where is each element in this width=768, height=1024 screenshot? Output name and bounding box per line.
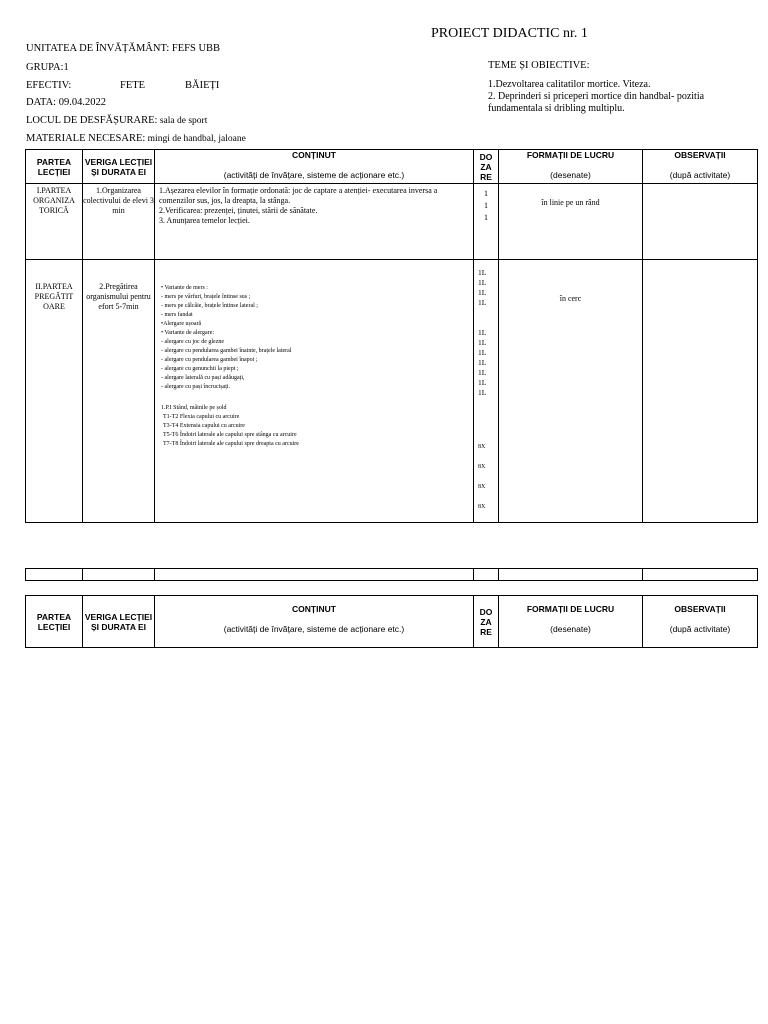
- row2-dozare-value: 1L: [478, 368, 487, 377]
- row2-continut-line: 1.P.I Stând, mâinile pe șold: [161, 405, 227, 411]
- row2-observatii: [643, 260, 758, 523]
- row2-continut-line: - mers fandat: [161, 312, 193, 318]
- empty-row-table: [25, 568, 758, 581]
- row2-continut-line: - alergare cu pași încrucișați.: [161, 384, 231, 390]
- row2-dozare-value: 8X: [478, 504, 486, 510]
- objective-2: 2. Deprinderi si priceperi mortice din handbal- pozitia fundamentala si dribling multiplu.: [488, 91, 705, 114]
- row1-dozare-value: 1: [484, 201, 488, 210]
- row2-continut-line: T3-T4 Extensia capului cu arcuire: [163, 423, 245, 429]
- row2-dozare-value: 8X: [478, 464, 486, 470]
- col-observatii-header: [643, 596, 758, 648]
- grupa-label: GRUPA:1: [26, 62, 69, 73]
- lesson-table: [25, 149, 758, 523]
- row2-dozare-value: 1L: [478, 358, 487, 367]
- row2-dozare-value: 1L: [478, 328, 487, 337]
- observatii-subtitle: (după activitate): [669, 170, 731, 180]
- row1-continut-line: 3. Anunțarea temelor lecției.: [159, 216, 250, 225]
- formatii-subtitle: (desenate): [550, 624, 591, 634]
- empty-cell: [474, 569, 499, 581]
- row2-dozare-value: 1L: [478, 348, 487, 357]
- row2-dozare-value: 1L: [478, 378, 487, 387]
- row1-dozare: [474, 184, 499, 260]
- row2-dozare-value: 1L: [478, 288, 487, 297]
- row1-dozare-value: 1: [484, 213, 488, 222]
- table-row: [26, 260, 758, 523]
- row2-dozare: [474, 260, 499, 523]
- row2-continut-line: T7-T8 Îndoiri laterale ale capului spre dreapta cu arcuire: [163, 441, 299, 447]
- materiale-label: MATERIALE NECESARE:: [26, 133, 146, 144]
- locul-value: sala de sport: [157, 116, 208, 126]
- formatii-subtitle: (desenate): [550, 170, 591, 180]
- col-formatii-header: [499, 150, 643, 184]
- formatii-title: FORMAȚII DE LUCRU: [526, 604, 615, 614]
- row2-continut: [155, 260, 474, 523]
- unitatea-label: UNITATEA DE ÎNVĂȚĂMÂNT: FEFS UBB: [26, 43, 221, 54]
- baieti-label: BĂIEȚI: [185, 80, 220, 91]
- observatii-title: OBSERVAȚII: [674, 150, 726, 160]
- row2-veriga: 2.Pregătirea organismului pentru efort 5-7min: [83, 260, 155, 523]
- continut-title: CONȚINUT: [292, 150, 336, 160]
- col-partea-header: PARTEA LECȚIEI: [26, 596, 83, 648]
- col-continut-header: [155, 596, 474, 648]
- document-title: PROIECT DIDACTIC nr. 1: [431, 26, 588, 41]
- lesson-table-2: [25, 595, 758, 648]
- row2-continut-line: T1-T2 Flexia capului cu arcuire: [163, 414, 240, 420]
- row1-veriga: 1.Organizarea colectivului de elevi 3 min: [83, 184, 155, 260]
- row1-continut-line: 1.Așezarea elevilor în formație ordonată: joc de captare a atenției- executarea inversa a comenzilor sus, jos, la dreapta, la stânga.: [159, 186, 438, 205]
- row2-continut-line: • Variante de alergare:: [161, 330, 215, 336]
- row1-dozare-value: 1: [484, 189, 488, 198]
- locul-line: [26, 115, 207, 126]
- row2-dozare-value: 8X: [478, 444, 486, 450]
- table-row: [26, 184, 758, 260]
- row1-formatii: în linie pe un rând: [499, 184, 643, 260]
- row2-partea: II.PARTEA PREGĂTIT OARE: [26, 260, 83, 523]
- empty-cell: [155, 569, 474, 581]
- row2-continut-line: - alergare cu genunchii la piept ;: [161, 366, 239, 372]
- row2-formatii: în cerc: [499, 260, 643, 523]
- row2-dozare-value: 1L: [478, 388, 487, 397]
- row2-continut-line: - alergare cu joc de glezne: [161, 339, 225, 345]
- locul-label: LOCUL DE DESFĂȘURARE:: [26, 115, 158, 126]
- continut-subtitle: (activități de învățare, sisteme de acționare etc.): [223, 624, 405, 634]
- table-header-row: [26, 150, 758, 184]
- col-observatii-header: [643, 150, 758, 184]
- row1-observatii: [643, 184, 758, 260]
- row2-continut-line: - alergare cu pendularea gambei înapoi ;: [161, 357, 258, 363]
- col-formatii-header: [499, 596, 643, 648]
- fete-label: FETE: [120, 80, 146, 91]
- col-dozare-header: DO ZA RE: [474, 150, 499, 184]
- row2-continut-line: - alergare laterală cu pași adăugați,: [161, 375, 245, 381]
- col-veriga-header: VERIGA LECȚIEI ȘI DURATA EI: [83, 150, 155, 184]
- materiale-line: [26, 133, 246, 144]
- row1-continut-line: 2.Verificarea: prezenței, ținutei, stării de sănătate.: [159, 206, 318, 215]
- row2-continut-line: - mers pe călcâie, brațele întinse lateral ;: [161, 303, 258, 309]
- teme-heading: TEME ȘI OBIECTIVE:: [488, 60, 590, 71]
- empty-cell: [499, 569, 643, 581]
- empty-cell: [83, 569, 155, 581]
- continut-subtitle: (activități de învățare, sisteme de acționare etc.): [223, 170, 405, 180]
- table-header-row: [26, 596, 758, 648]
- col-partea-header: PARTEA LECȚIEI: [26, 150, 83, 184]
- row1-continut: [155, 184, 474, 260]
- row2-continut-line: • Variante de mers :: [161, 285, 208, 291]
- row2-dozare-value: 1L: [478, 338, 487, 347]
- empty-cell: [643, 569, 758, 581]
- row2-continut-line: - alergare cu pendularea gambei înainte, brațele lateral: [161, 348, 292, 354]
- col-veriga-header: VERIGA LECȚIEI ȘI DURATA EI: [83, 596, 155, 648]
- row2-dozare-value: 1L: [478, 298, 487, 307]
- objective-1: 1.Dezvoltarea calitatilor mortice. Viteza.: [488, 79, 651, 90]
- row1-partea: I.PARTEA ORGANIZA TORICĂ: [26, 184, 83, 260]
- row2-dozare-value: 1L: [478, 268, 487, 277]
- formatii-title: FORMAȚII DE LUCRU: [526, 150, 615, 160]
- materiale-value: mingi de handbal, jaloane: [145, 134, 246, 144]
- row2-continut-line: T5-T6 Îndoiri laterale ale capului spre stânga cu arcuire: [163, 432, 297, 438]
- row2-dozare-value: 8X: [478, 484, 486, 490]
- table-row: [26, 569, 758, 581]
- observatii-subtitle: (după activitate): [669, 624, 731, 634]
- efectiv-label: EFECTIV:: [26, 80, 72, 91]
- row2-continut-line: - mers pe vârfuri, brațele întinse sus ;: [161, 294, 251, 300]
- row2-continut-line: •Alergare ușoară: [161, 321, 202, 327]
- col-continut-header: [155, 150, 474, 184]
- row2-dozare-value: 1L: [478, 278, 487, 287]
- data-label: DATA: 09.04.2022: [26, 97, 106, 108]
- observatii-title: OBSERVAȚII: [674, 604, 726, 614]
- continut-title: CONȚINUT: [292, 604, 336, 614]
- empty-cell: [26, 569, 83, 581]
- col-dozare-header: DO ZA RE: [474, 596, 499, 648]
